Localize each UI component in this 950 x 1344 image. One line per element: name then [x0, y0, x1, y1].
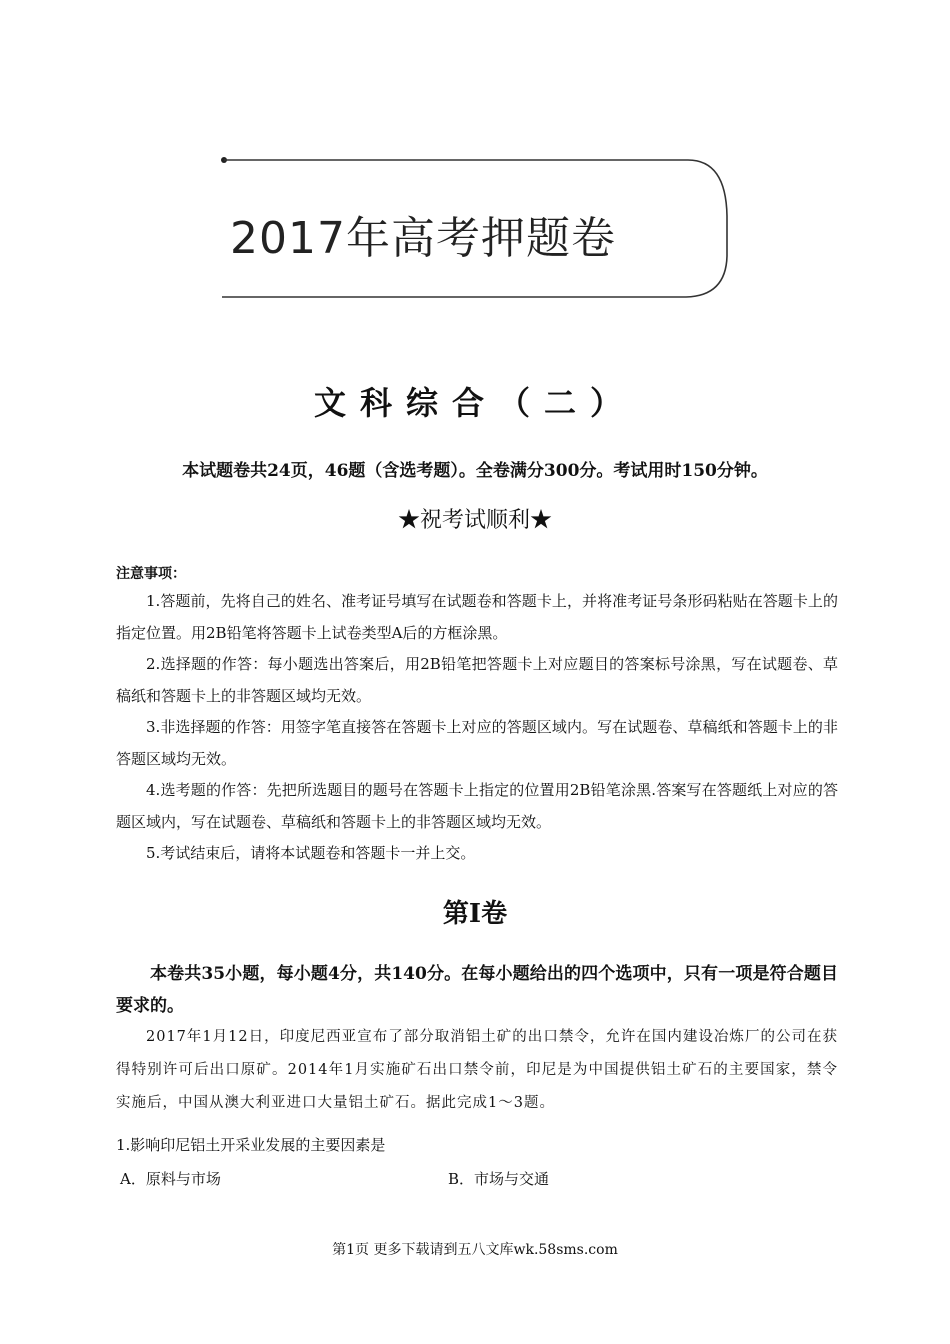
page-footer: 第1页 更多下载请到五八文库wk.58sms.com [332, 1242, 618, 1258]
option-a: A．原料与市场 [120, 1170, 221, 1188]
notice-item: 4.选考题的作答：先把所选题目的题号在答题卡上指定的位置用2B铅笔涂黑.答案写在答题纸上对应的答题区域内，写在试题卷、草稿纸和答题卡上的非答题区域均无效。 [116, 781, 838, 831]
question-1: 1.影响印尼铝土开采业发展的主要因素是 [116, 1136, 386, 1154]
title-banner [220, 156, 732, 302]
section-description: 本卷共35小题，每小题4分，共140分。在每小题给出的四个选项中，只有一项是符合题目要求的。 [116, 964, 838, 1016]
notice-item: 2.选择题的作答：每小题选出答案后，用2B铅笔把答题卡上对应题目的答案标号涂黑，写在试题卷、草稿纸和答题卡上的非答题区域均无效。 [116, 655, 838, 705]
notice-item: 1.答题前，先将自己的姓名、准考证号填写在试题卷和答题卡上，并将准考证号条形码粘贴在答题卡上的指定位置。用2B铅笔将答题卡上试卷类型A后的方框涂黑。 [116, 592, 838, 642]
notice-title: 注意事项： [116, 566, 186, 582]
good-luck-line: ★祝考试顺利★ [397, 508, 552, 533]
notice-list [116, 586, 838, 870]
exam-intro: 本试题卷共24页，46题（含选考题）。全卷满分300分。考试用时150分钟。 [182, 461, 768, 481]
reading-passage: 2017年1月12日，印度尼西亚宣布了部分取消铝土矿的出口禁令，允许在国内建设冶炼厂的公司在获得特别许可后出口原矿。2014年1月实施矿石出口禁令前，印尼是为中国提供铝土矿石的主要国家，禁令实施后，中国从澳大利亚进口大量铝土矿石。据此完成1～3题。 [116, 1029, 838, 1111]
subject-title: 文科综合（二） [313, 384, 636, 422]
option-b: B．市场与交通 [448, 1170, 550, 1188]
banner-title: 2017年高考押题卷 [230, 213, 616, 264]
section-title: 第Ⅰ卷 [442, 899, 508, 929]
notice-item: 3.非选择题的作答：用签字笔直接答在答题卡上对应的答题区域内。写在试题卷、草稿纸和答题卡上的非答题区域均无效。 [116, 718, 838, 768]
notice-item: 5.考试结束后，请将本试题卷和答题卡一并上交。 [146, 844, 476, 862]
